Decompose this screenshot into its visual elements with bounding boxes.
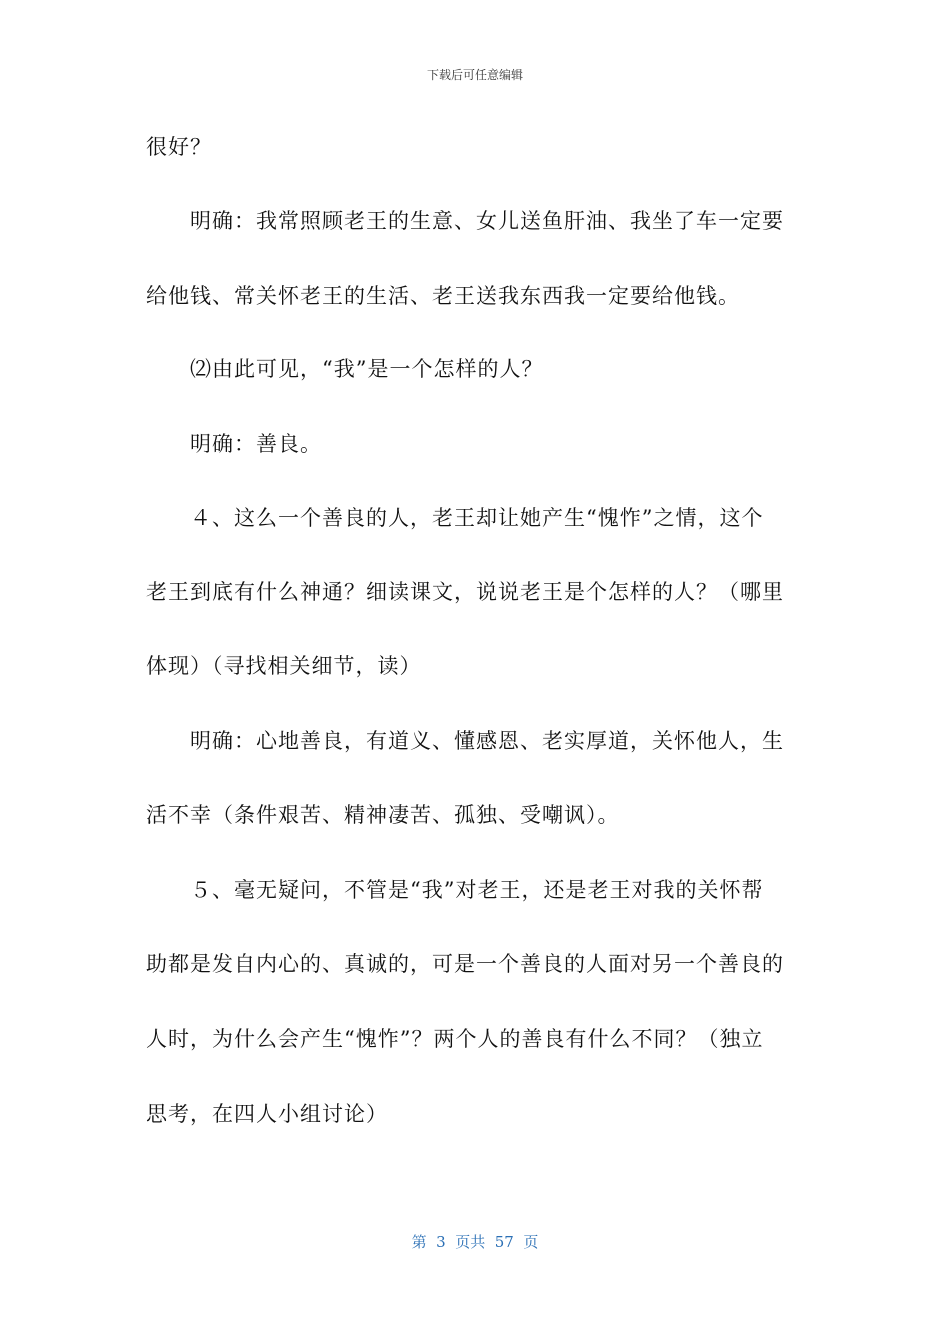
- text-line: 明确：我常照顾老王的生意、女儿送鱼肝油、我坐了车一定要: [146, 209, 784, 233]
- text-line: 人时，为什么会产生“愧怍”？两个人的善良有什么不同？（独立: [146, 1027, 764, 1051]
- text-line: 活不幸（条件艰苦、精神凄苦、孤独、受嘲讽）。: [146, 803, 620, 827]
- text-line: ⑵由此可见，“我”是一个怎样的人？: [146, 357, 544, 381]
- page-header: 下载后可任意编辑: [426, 68, 523, 82]
- text-line: 助都是发自内心的、真诚的，可是一个善良的人面对另一个善良的: [146, 952, 784, 976]
- text-line: 明确：善良。: [146, 432, 322, 456]
- page-footer: 第 3 页共 57 页: [411, 1233, 539, 1251]
- text-line: 很好？: [146, 135, 212, 159]
- text-line: 思考，在四人小组讨论）: [146, 1102, 388, 1126]
- text-line: ５、毫无疑问，不管是“我”对老王，还是老王对我的关怀帮: [146, 878, 764, 902]
- text-line: 老王到底有什么神通？细读课文，说说老王是个怎样的人？（哪里: [146, 580, 784, 604]
- text-line: 明确：心地善良，有道义、懂感恩、老实厚道，关怀他人，生: [146, 729, 784, 753]
- text-line: 体现）（寻找相关细节，读）: [146, 654, 422, 678]
- text-line: 给他钱、常关怀老王的生活、老王送我东西我一定要给他钱。: [146, 284, 740, 308]
- text-line: ４、这么一个善良的人，老王却让她产生“愧怍”之情，这个: [146, 506, 764, 530]
